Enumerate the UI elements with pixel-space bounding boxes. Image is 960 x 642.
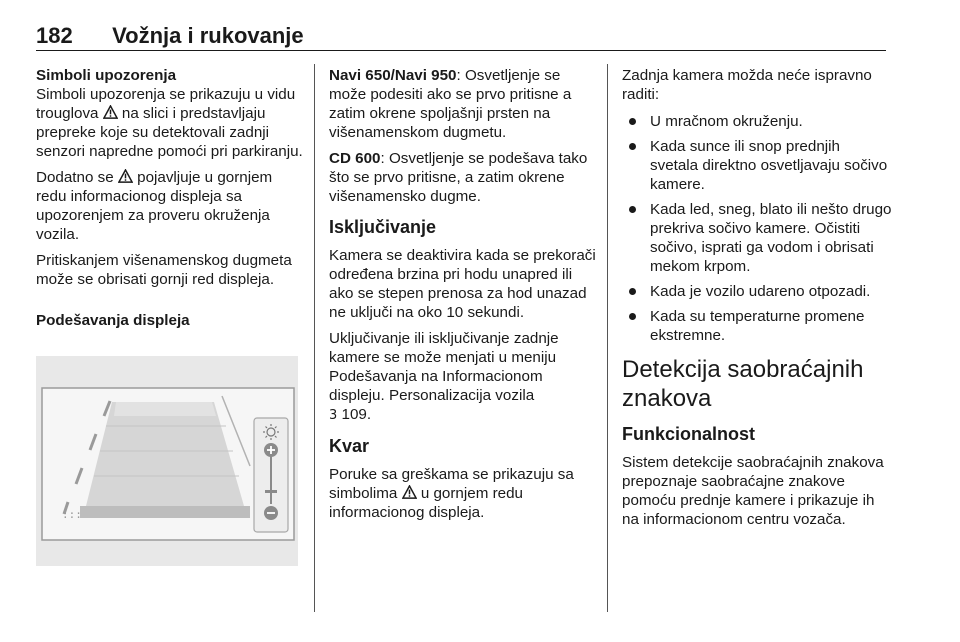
heading-fault: Kvar (329, 436, 370, 456)
list-item: Kada su temperaturne promene ekstremne. (622, 307, 892, 345)
heading-traffic-sign-detection: Detekcija saobraćajnih znakova (622, 356, 864, 412)
paragraph-additional-warning: Dodatno se pojavljuje u gornjem redu informacionog displeja sa upozorenjem za proveru okruženja vozila. (36, 169, 273, 243)
camera-display-figure (36, 356, 298, 566)
paragraph-toggle-camera: Uključivanje ili isključivanje zadnje kamere se može menjati u meniju Podešavanja na Informacionom displeju. Personalizacija vozila 3 109. (329, 330, 559, 423)
paragraph-deactivation: Kamera se deaktivira kada se prekorači određena brzina pri hodu unapred ili ako se stepen prenosa za hod unazad ne uključi na oko 10 sekundi. (329, 247, 596, 321)
page-header (36, 22, 886, 51)
heading-deactivation: Isključivanje (329, 217, 437, 237)
page-reference[interactable]: 109. (337, 406, 372, 423)
right-column (622, 66, 892, 536)
paragraph-navi: Navi 650/Navi 950: Osvetljenje se može podesiti ako se prvo pritisne a zatim okrene spoljašnji prsten na višenamenskom dugmetu. (329, 67, 572, 141)
column-divider (314, 64, 315, 612)
minus-icon (264, 506, 278, 520)
paragraph-functionality: Sistem detekcije saobraćajnih znakova prepoznaje saobraćajne znakove pomoću prednje kamere i prikazuje ih na informacionom centru vozača. (622, 454, 884, 528)
camera-limits-list (622, 112, 892, 345)
plus-icon (264, 443, 278, 457)
paragraph-camera-limits: Zadnja kamera možda neće ispravno raditi: (622, 67, 872, 103)
warning-triangle-icon (402, 485, 417, 499)
list-item: Kada led, sneg, blato ili nešto drugo prekriva sočivo kamere. Očistiti sočivo, isprati ga vodom i obrisati mekom krpom. (622, 200, 892, 276)
paragraph-fault: Poruke sa greškama se prikazuju sa simbolima u gornjem redu informacionog displeja. (329, 466, 574, 521)
list-item: U mračnom okruženju. (622, 112, 892, 131)
heading-display-settings: Podešavanja displeja (36, 312, 190, 329)
camera-display-illustration (36, 356, 298, 566)
list-item: Kada sunce ili snop prednjih svetala direktno osvetljavaju sočivo kamere. (622, 137, 892, 194)
heading-warning-symbols: Simboli upozorenja (36, 67, 177, 84)
paragraph-cd600: CD 600: Osvetljenje se podešava tako što se prvo pritisne, a zatim okrene višenamensko dugme. (329, 150, 588, 205)
warning-triangle-icon (118, 169, 133, 183)
page-number: 182 (36, 23, 73, 48)
warning-triangle-icon (103, 105, 118, 119)
paragraph-clear-display: Pritiskanjem višenamenskog dugmeta može se obrisati gornji red displeja. (36, 252, 292, 288)
middle-column (329, 66, 597, 529)
paragraph-warning-symbols: Simboli upozorenja se prikazuju u vidu trouglova na slici i predstavljaju prepreke koje su detektovali zadnji senzori napredne pomoći pri parkiranju. (36, 86, 303, 160)
page-title: Vožnja i rukovanje (112, 23, 304, 48)
heading-functionality: Funkcionalnost (622, 424, 756, 444)
svg-text::::: ::: (62, 508, 82, 521)
column-divider (607, 64, 608, 612)
page-reference-arrow-icon: 3 (329, 408, 338, 423)
list-item: Kada je vozilo udareno otpozadi. (622, 282, 892, 301)
left-column (36, 66, 304, 330)
